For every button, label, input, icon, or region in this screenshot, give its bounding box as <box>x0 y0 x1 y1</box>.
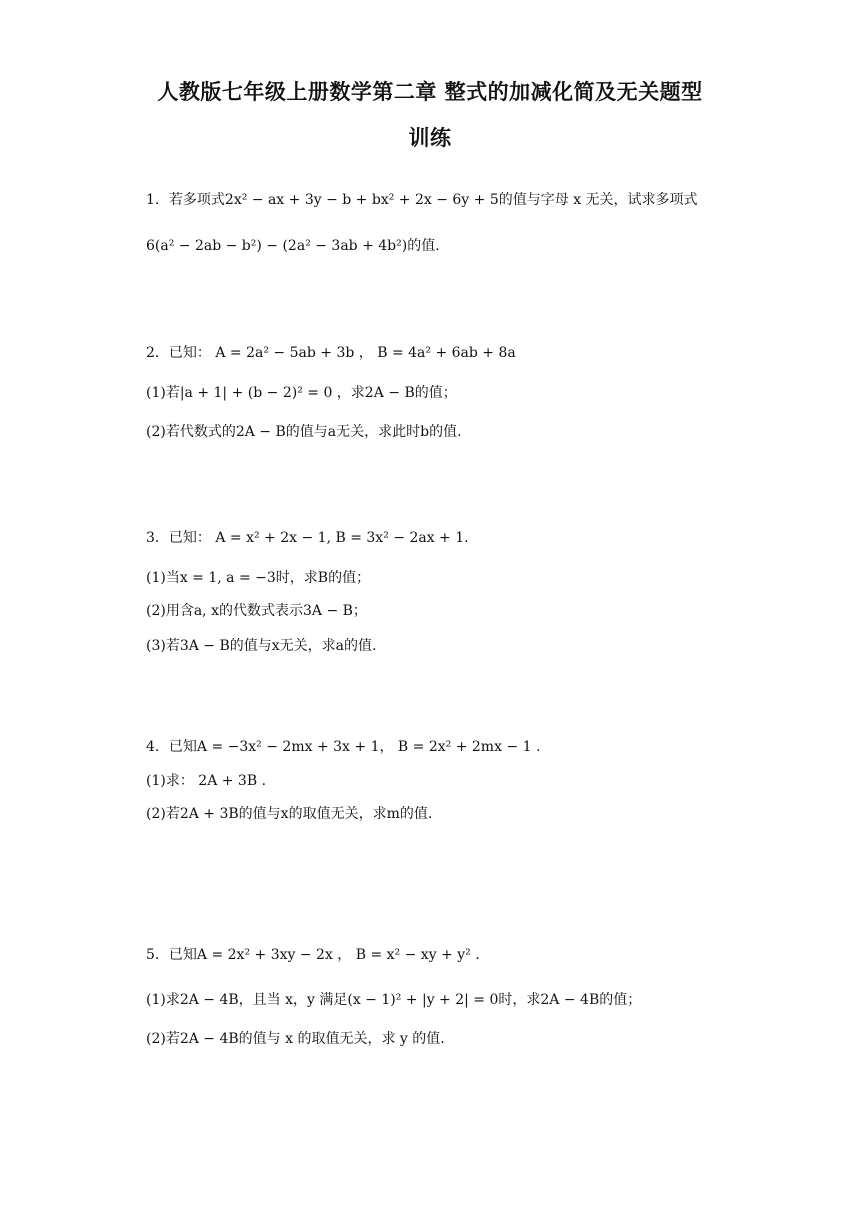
document-title-line-1: 人教版七年级上册数学第二章 整式的加减化简及无关题型 <box>157 79 703 104</box>
problem-2-line-2: (1)若|a + 1| + (b − 2)² = 0 ，求2A − B的值； <box>146 385 457 401</box>
problem-2-line-1: 2．已知： A = 2a² − 5ab + 3b ， B = 4a² + 6ab + 8a <box>146 345 516 361</box>
problem-4-line-2: (1)求： 2A + 3B . <box>146 773 267 789</box>
document-title-line-2: 训练 <box>408 125 452 150</box>
problem-3-line-2: (1)当x = 1, a = −3时，求B的值； <box>146 570 371 586</box>
problem-1-line-1: 1．若多项式2x² − ax + 3y − b + bx² + 2x − 6y + 5的值与字母 x 无关，试求多项式 <box>146 192 698 208</box>
problem-5-line-3: (2)若2A − 4B的值与 x 的取值无关，求 y 的值. <box>146 1031 445 1047</box>
problem-3-line-1: 3．已知： A = x² + 2x − 1, B = 3x² − 2ax + 1. <box>146 530 469 546</box>
problem-2-line-3: (2)若代数式的2A − B的值与a无关，求此时b的值. <box>146 424 462 440</box>
problem-5-line-2: (1)求2A − 4B，且当 x，y 满足(x − 1)² + |y + 2| = 0时，求2A − 4B的值； <box>146 992 642 1008</box>
problem-3-line-3: (2)用含a, x的代数式表示3A − B； <box>146 603 367 619</box>
problem-1-line-2: 6(a² − 2ab − b²) − (2a² − 3ab + 4b²)的值. <box>146 238 440 254</box>
problem-5-line-1: 5．已知A = 2x² + 3xy − 2x ， B = x² − xy + y² . <box>146 947 480 963</box>
problem-4-line-1: 4．已知A = −3x² − 2mx + 3x + 1， B = 2x² + 2mx − 1 . <box>146 739 541 755</box>
problem-4-line-3: (2)若2A + 3B的值与x的取值无关，求m的值. <box>146 806 433 822</box>
problem-3-line-4: (3)若3A − B的值与x无关，求a的值. <box>146 638 377 654</box>
